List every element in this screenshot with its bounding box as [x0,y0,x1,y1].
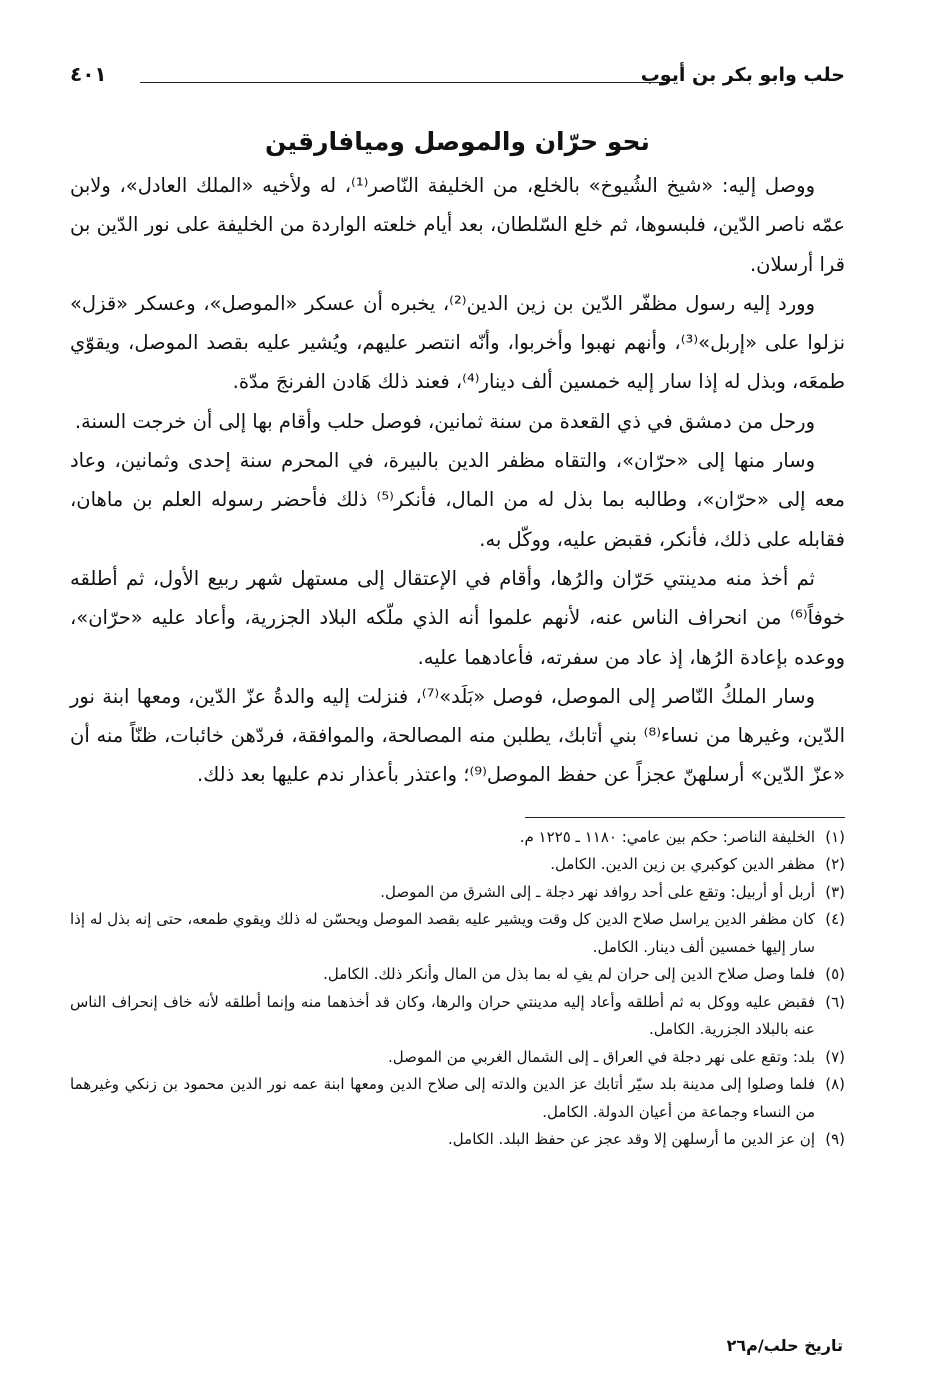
page-number: ٤٠١ [70,62,107,86]
body-paragraph [70,166,845,284]
running-head [70,58,845,96]
body-paragraph [70,677,845,795]
footnote-text: الخليفة الناصر: حكم بين عامي: ١١٨٠ ـ ١٢٢٥ م. [519,827,815,846]
footnote-text: فلما وصل صلاح الدين إلى حران لم يفِ له بما بذل من المال وأنكر ذلك. الكامل. [323,965,815,984]
running-title: حلب وابو بكر بن أيوب [640,64,845,86]
paragraph-text: وسار منها إلى «حرّان»، والتقاه مظفر الدين بالبيرة، في المحرم سنة إحدى وثمانين، وعاد معه إلى «حرّان»، وطالبه بما بذل له من المال، فأنكر⁽⁵⁾ ذلك فأحضر رسوله العلم بن ماهان، فقابله على ذلك، فأنكر، فقبض عليه، ووكّل به. [70,449,845,551]
footnote-text: مظفر الدين كوكبري بن زين الدين. الكامل. [550,855,815,874]
footnote [70,851,845,879]
header-rule [140,82,665,83]
footnote [70,989,845,1044]
body-paragraph [70,441,845,559]
footnote-divider [525,817,845,818]
footnote [70,1044,845,1072]
footnote-number: (٥) [825,965,845,984]
paragraph-text: ورحل من دمشق في ذي القعدة من سنة ثمانين، فوصل حلب وأقام بها إلى أن خرجت السنة. [74,409,815,433]
footnote [70,824,845,852]
footnote-text: فقبض عليه ووكل به ثم أطلقه وأعاد إليه مدينتي حران والرها، وكان قد أخذهما منه وإنما أطلقه لأنه خاف إنحراف الناس عنه بالبلاد الجزرية. الكامل. [70,992,815,1039]
footnote-text: فلما وصلوا إلى مدينة بلد سيّر أتابك عز الدين والدته إلى صلاح الدين ومعها ابنة عمه نور الدين محمود بن زنكي وغيرهما من النساء وجماعة من أعيان الدولة. الكامل. [70,1075,815,1121]
footnote-number: (٦) [825,992,845,1011]
page [70,58,845,1154]
footnote-number: (٣) [825,882,845,901]
paragraph-text: ثم أخذ منه مدينتي حَرّان والرُها، وأقام في الإعتقال إلى مستهل شهر ربيع الأول، ثم أطلقه خوفاً⁽⁶⁾ من انحراف الناس عنه، لأنهم علموا أنه الذي ملّكه البلاد الجزرية، وأعاد عليه «حرّان»، ووعده بإعادة الرُها، إذ عاد من سفرته، فأعادهما عليه. [70,566,845,669]
body-paragraph [70,284,845,402]
body-paragraph [70,559,845,677]
footnote-text: إن عز الدين ما أرسلهن إلا وقد عجز عن حفظ البلد. الكامل. [448,1130,815,1149]
footnote [70,879,845,907]
footnote-text: كان مظفر الدين يراسل صلاح الدين كل وقت ويشير عليه بقصد الموصل ويحسّن له ذلك ويقوي طمعه، حتى إنه بذل له إذا سار إليها خمسين ألف دينار. الكامل. [70,910,815,956]
footnote-number: (٢) [825,855,845,874]
footnote-text: أربل أو أربيل: وتقع على أحد روافد نهر دجلة ـ إلى الشرق من الموصل. [380,882,815,901]
footnote-number: (١) [825,827,845,846]
footnote-number: (٤) [825,910,845,929]
paragraph-text: وسار الملكُ النّاصر إلى الموصل، فوصل «بَلَد»⁽⁷⁾، فنزلت إليه والدةُ عزّ الدّين، ومعها ابنة نور الدّين، وغيرها من نساء⁽⁸⁾ بني أتابك، يطلبن منه المصالحة، والموافقة، فردّهن خائبات، ظنّاً منه أن «عزّ الدّين» أرسلهنّ عجزاً عن حفظ الموصل⁽⁹⁾؛ واعتذر بأعذار ندم عليها بعد ذلك. [70,684,846,787]
footnote-number: (٩) [825,1130,845,1149]
footnote-number: (٨) [825,1075,845,1094]
section-heading: نحو حرّان والموصل وميافارقين [265,127,650,156]
footnote [70,961,845,989]
paragraph-text: وورد إليه رسول مظفّر الدّين بن زين الدين⁽²⁾، يخبره أن عسكر «الموصل»، وعسكر «قزل» نزلوا على «إربل»⁽³⁾، وأنهم نهبوا وأخربوا، وأنّه انتصر عليهم، ويُشير عليه بقصد الموصل، ويقوّي طمعَه، وبذل له إذا سار إليه خمسين ألف دينار⁽⁴⁾، فعند ذلك هَادن الفرنجَ مدّة. [70,291,845,394]
footnote-number: (٧) [825,1047,845,1066]
paragraph-text: ووصل إليه: «شيخ الشُيوخ» بالخلع، من الخليفة النّاصر⁽¹⁾، له ولأخيه «الملك العادل»، ولابن عمّه ناصر الدّين، فلبسوها، ثم خلع السّلطان، بعد أيام خلعته الواردة من الخليفة على نور الدّين بن قرا أرسلان. [70,174,845,276]
footnote [70,1126,845,1154]
footnote [70,906,845,961]
footnote-text: بلد: وتقع على نهر دجلة في العراق ـ إلى الشمال الغربي من الموصل. [387,1047,815,1066]
signature-mark: تاريخ حلب/م٢٦ [726,1336,843,1355]
footnotes [70,824,845,1154]
footnote [70,1071,845,1126]
body-text [70,166,845,795]
body-paragraph [70,402,845,441]
